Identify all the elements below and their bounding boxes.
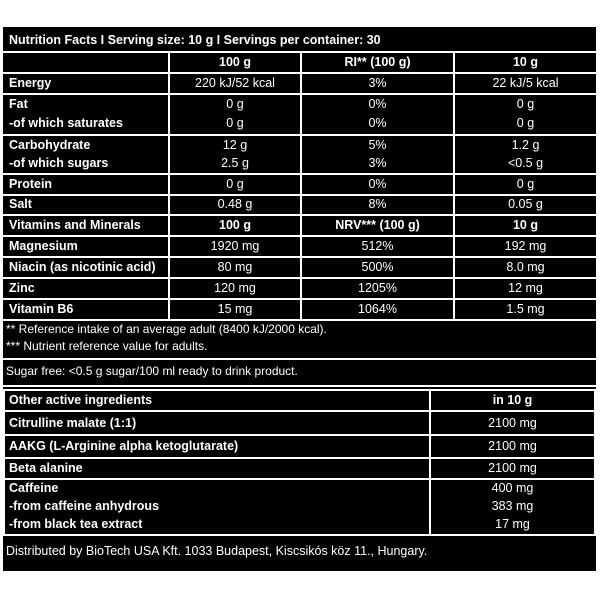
divider xyxy=(3,358,596,360)
divider xyxy=(3,534,596,536)
column-header: 100 g xyxy=(219,55,251,69)
ingredient-value: 2100 mg xyxy=(488,439,537,453)
value-10g: 0.05 g xyxy=(508,197,543,211)
value-ri: 0% xyxy=(368,177,387,191)
mineral-label: Magnesium xyxy=(9,239,78,253)
value-ri: 3% xyxy=(368,76,387,90)
column-divider xyxy=(594,389,596,536)
vitamins-section-header: Vitamins and Minerals xyxy=(9,218,141,232)
value-ri: 0% xyxy=(368,97,387,111)
divider xyxy=(3,434,596,436)
nutrient-label: Fat xyxy=(9,97,28,111)
ingredient-label: Citrulline malate (1:1) xyxy=(9,416,137,430)
value-100g: 80 mg xyxy=(217,260,253,274)
value-100g: 15 mg xyxy=(217,302,253,316)
value-100g: 0.48 g xyxy=(217,197,253,211)
ingredient-label: Beta alanine xyxy=(9,461,83,475)
value-100g: 2.5 g xyxy=(221,156,249,170)
value-nrv: 1064% xyxy=(358,302,397,316)
value-ri: 3% xyxy=(368,156,387,170)
value-100g: 12 g xyxy=(222,138,248,152)
column-header: 100 g xyxy=(219,218,251,232)
value-10g: 0 g xyxy=(516,116,535,130)
column-divider xyxy=(3,389,5,536)
ingredient-value: 2100 mg xyxy=(488,461,537,475)
footnote-ri: ** Reference intake of an average adult (8400 kJ/2000 kcal). xyxy=(6,322,327,336)
nutrient-label: Energy xyxy=(9,76,52,90)
active-ingredients-header: Other active ingredients xyxy=(9,393,153,407)
column-header: 10 g xyxy=(512,218,538,232)
value-10g: 0 g xyxy=(516,177,535,191)
nutrient-label: -of which sugars xyxy=(9,156,109,170)
value-10g: 192 mg xyxy=(504,239,547,253)
ingredient-label: -from caffeine anhydrous xyxy=(9,499,160,513)
ingredient-label: AAKG (L-Arginine alpha ketoglutarate) xyxy=(9,439,239,453)
mineral-label: Zinc xyxy=(9,281,35,295)
column-header: in 10 g xyxy=(492,393,533,407)
value-10g: <0.5 g xyxy=(507,156,544,170)
value-nrv: 500% xyxy=(361,260,394,274)
vitamin-label: Vitamin B6 xyxy=(9,302,74,316)
divider xyxy=(3,385,596,387)
value-100g: 0 g xyxy=(226,116,244,130)
nutrient-label: -of which saturates xyxy=(9,116,123,130)
value-10g: 8.0 mg xyxy=(506,260,545,274)
vitamin-label: Niacin (as nicotinic acid) xyxy=(9,260,156,274)
sugar-free-note: Sugar free: <0.5 g sugar/100 ml ready to drink product. xyxy=(6,364,298,378)
value-100g: 0 g xyxy=(226,97,244,111)
value-100g: 0 g xyxy=(226,177,244,191)
ingredient-value: 383 mg xyxy=(491,499,534,513)
value-ri: 0% xyxy=(368,116,387,130)
column-header: 10 g xyxy=(512,55,538,69)
value-nrv: 512% xyxy=(361,239,394,253)
ingredient-label: Caffeine xyxy=(9,481,59,495)
ingredient-value: 400 mg xyxy=(491,481,534,495)
divider xyxy=(3,410,596,412)
distributor-note: Distributed by BioTech USA Kft. 1033 Budapest, Kiscsikós köz 11., Hungary. xyxy=(6,544,428,558)
nutrient-label: Protein xyxy=(9,177,53,191)
ingredient-label: -from black tea extract xyxy=(9,517,143,531)
ingredient-value: 17 mg xyxy=(495,517,530,531)
value-nrv: 1205% xyxy=(358,281,397,295)
column-header: NRV*** (100 g) xyxy=(335,218,420,232)
value-ri: 5% xyxy=(368,138,387,152)
value-10g: 12 mg xyxy=(508,281,543,295)
nutrient-label: Carbohydrate xyxy=(9,138,91,152)
value-100g: 1920 mg xyxy=(210,239,260,253)
footnote-nrv: *** Nutrient reference value for adults. xyxy=(6,339,208,353)
value-10g: 1.5 mg xyxy=(506,302,545,316)
nutrition-facts-header: Nutrition Facts I Serving size: 10 g I Servings per container: 30 xyxy=(9,33,381,47)
value-10g: 0 g xyxy=(516,97,535,111)
ingredient-value: 2100 mg xyxy=(488,416,537,430)
value-100g: 120 mg xyxy=(214,281,256,295)
value-ri: 8% xyxy=(368,197,387,211)
nutrient-label: Salt xyxy=(9,197,32,211)
column-header: RI** (100 g) xyxy=(344,55,411,69)
value-10g: 1.2 g xyxy=(511,138,540,152)
value-100g: 220 kJ/52 kcal xyxy=(195,76,275,90)
value-10g: 22 kJ/5 kcal xyxy=(492,76,559,90)
